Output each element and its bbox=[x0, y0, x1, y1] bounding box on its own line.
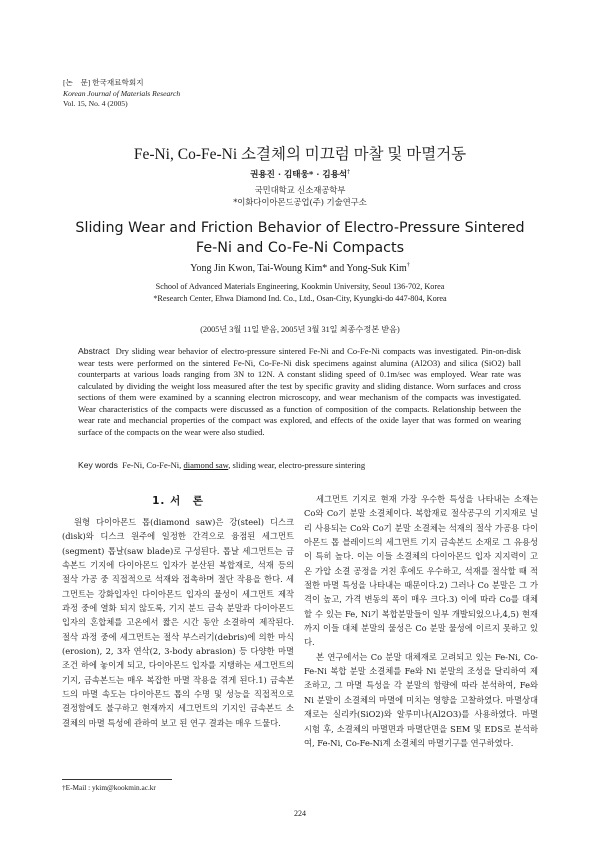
keywords-text-after: , sliding wear, electro-pressure sintering bbox=[228, 460, 366, 470]
authors-korean bbox=[0, 168, 600, 180]
corresponding-mark-en: † bbox=[406, 262, 410, 269]
section-title-introduction: 1. 서 론 bbox=[152, 495, 204, 507]
paragraph: 원형 다이아몬드 톱(diamond saw)은 강(steel) 디스크(disk)와 디스크 원주에 일정한 간격으로 융점된 세그먼트(segment) 톱날(saw blade)로 구성된다. 톱날 세그먼트는 금속본드 기지에 다이아몬드 입자가 분산된 복합재로, 석재 등의 절삭 가공 중 직접적으로 석재와 접촉하며 절단 작용을 한다. 세그먼트는 강화입자인 다이아몬드 입자의 물성이 세그먼트 제작 과정 중에 열화 되지 않도록, 기지 분드 금속 분말과 다이아몬드 입자의 혼합체를 고온에서 짧은 시간 동안 소결하여 제작된다. 절삭 과정 중에 세그먼트는 절삭 부스러기(debris)에 의한 마식(erosion), 2, 3자 연삭(2, 3-body abrasion) 등 다양한 마멸 조건 하에 놓이게 되고, 다이아몬드 입자를 지탱하는 세그먼트의 기지, 금속본드는 매우 복잡한 마멸 작용을 겪게 된다.1) 금속본드의 마멸 속도는 다이아몬드 톱의 수명 및 성능을 직접적으로 결정함에도 불구하고 현재까지 세그먼트의 기지인 금속본드 소결체의 마멸 특성에 관하여 보고 된 연구 결과는 매우 드물다. bbox=[62, 517, 294, 728]
authors-english-names: Yong Jin Kwon, Tai-Woung Kim* and Yong-Suk Kim bbox=[190, 263, 407, 274]
authors-english bbox=[0, 263, 600, 274]
keyword-underlined: diamond saw bbox=[183, 460, 229, 470]
affiliation-korean-2: *이화다이아몬드공업(주) 기술연구소 bbox=[233, 197, 367, 207]
article-category: [논 문] 한국재료학회지 bbox=[63, 78, 144, 87]
affiliation-english-2: *Research Center, Ehwa Diamond Ind. Co., Ltd., Osan-City, Kyungki-do 447-804, Korea bbox=[153, 293, 447, 303]
affiliation-korean-1: 국민대학교 신소재공학부 bbox=[254, 185, 346, 195]
body-column-right bbox=[304, 492, 538, 750]
keywords-text-before: Fe-Ni, Co-Fe-Ni, bbox=[122, 460, 182, 470]
journal-name: Korean Journal of Materials Research bbox=[63, 88, 181, 98]
abstract-label: Abstract bbox=[78, 346, 110, 356]
authors-korean-names: 권용진 · 김태웅* · 김용석 bbox=[250, 170, 348, 180]
body-column-left bbox=[62, 515, 294, 730]
journal-volume: Vol. 15, No. 4 (2005) bbox=[63, 99, 128, 108]
footnote-email: †E-Mail : ykim@kookmin.ac.kr bbox=[62, 783, 156, 792]
paragraph: 세그먼트 기지로 현재 가장 우수한 특성을 나타내는 소재는 Co와 Co기 분말 소결체이다. 복합재료 절삭공구의 기지재로 널리 사용되는 Co와 Co기 분말 소결체는 석재의 절삭 가공용 다이아몬드 톱 블레이드의 세그먼트 기지 금속본드 소재로 그 유용성이 특히 높다. 이는 이들 소결체의 다이아몬드 입자 지지력이 고온 가압 소결 공정을 거친 후에도 우수하고, 석재를 절삭할 때 적절한 마멸 특성을 나타내는 때문이다.2) 그러나 Co 분말은 그 가격이 높고, 가격 변동의 폭이 매우 크다.3) 이에 따라 Co를 대체할 수 있는 Fe, Ni기 복합분말들이 일부 개발되었으나,4,5) 현재까지 이들 대체 분말의 물성은 Co 분말 물성에 이르지 못하고 있다. bbox=[304, 494, 538, 648]
footnote-divider bbox=[62, 779, 172, 780]
abstract-text: Dry sliding wear behavior of electro-pressure sintered Fe-Ni and Co-Fe-Ni compacts was investigated. Pin-on-disk wear tests were performed on the sintered Fe-Ni, Co-Fe-Ni disk specimens against alumina (Al2O3) and silica (SiO2) ball counterparts at various loads ranging from 3N to 12N. A constant sliding speed of 0.1m/sec was employed. Wear rate was calculated by dividing the weight loss measured after the test by specific gravity and sliding distance. Worn surfaces and cross sections of them were examined by a scanning electron microscopy, and wear mechanism of the compacts was investigated. Wear characteristics of the compacts were discussed as a function of composition of the compacts. Relationship between the wear rate and mechancial properties of the compact was explored, and effects of the oxide layer that was formed on wearing surface of the compacts on the wear were also studied. bbox=[78, 346, 522, 437]
paragraph: 본 연구에서는 Co 분말 대체재로 고려되고 있는 Fe-Ni, Co-Fe-Ni 복합 분말 소결체를 Fe와 Ni 분말의 조성을 달리하여 제조하고, 그 마멸 특성을 각 분말의 함량에 따라 분석하여, Fe와 Ni 분말이 소결체의 마멸에 미치는 영향을 고찰하였다. 마멸상대재로는 실리카(SiO2)와 알루미나(Al2O3)를 사용하였다. 마멸 시험 후, 소결체의 마멸면과 마멸단면을 SEM 및 EDS로 분석하여, Fe-Ni, Co-Fe-Ni계 소결체의 마멸기구를 연구하였다. bbox=[304, 651, 538, 748]
title-english bbox=[0, 218, 600, 258]
keywords bbox=[78, 460, 528, 470]
title-english-line-1: Sliding Wear and Friction Behavior of Electro-Pressure Sintered bbox=[75, 220, 525, 236]
corresponding-mark: † bbox=[347, 169, 350, 176]
affiliations-english bbox=[0, 281, 600, 304]
abstract bbox=[78, 346, 521, 438]
keywords-label: Key words bbox=[78, 460, 118, 470]
journal-header bbox=[63, 78, 180, 110]
title-korean: Fe-Ni, Co-Fe-Ni 소결체의 미끄럼 마찰 및 마멸거동 bbox=[133, 146, 467, 163]
page-number: 224 bbox=[294, 809, 306, 818]
title-english-line-2: Fe-Ni and Co-Fe-Ni Compacts bbox=[195, 240, 405, 256]
affiliation-english-1: School of Advanced Materials Engineering, Kookmin University, Seoul 136-702, Korea bbox=[155, 282, 445, 291]
affiliations-korean bbox=[0, 184, 600, 208]
received-dates: (2005년 3월 11일 받음, 2005년 3월 31일 최종수정본 받음) bbox=[200, 325, 400, 334]
